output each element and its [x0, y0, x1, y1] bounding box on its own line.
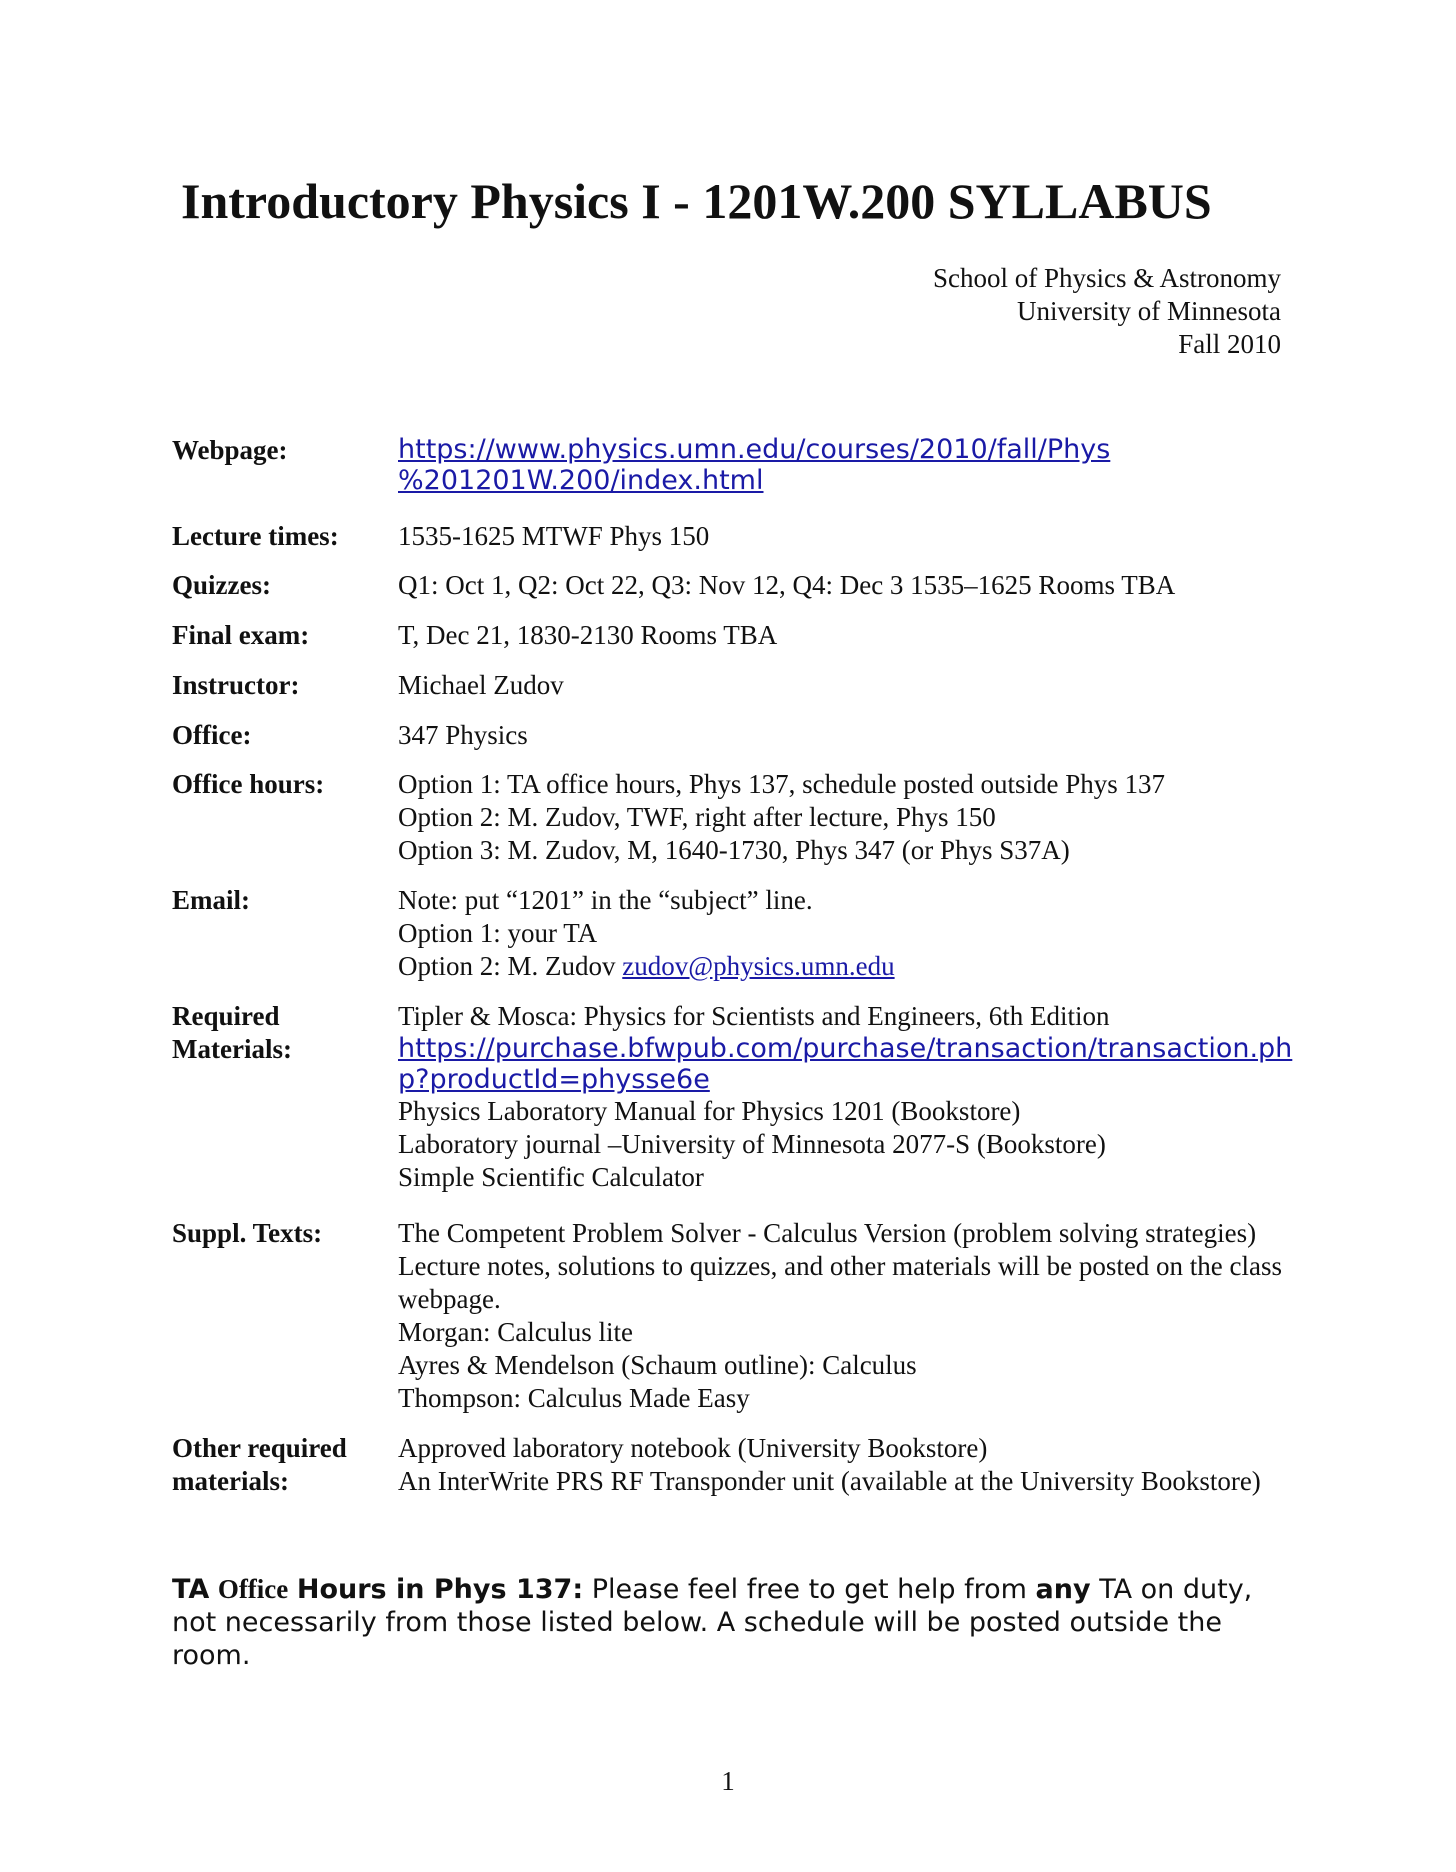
label-webpage: Webpage:	[172, 435, 288, 465]
other-lab-notebook: Approved laboratory notebook (University Bookstore)	[398, 1433, 988, 1463]
page-number: 1	[721, 1766, 735, 1796]
value-webpage	[398, 434, 1362, 496]
suppl-morgan: Morgan: Calculus lite	[398, 1317, 633, 1347]
label-final-exam: Final exam:	[172, 620, 310, 650]
office-hours-option-3: Option 3: M. Zudov, M, 1640-1730, Phys 347 (or Phys S37A)	[398, 835, 1070, 865]
university-name: University of Minnesota	[1017, 296, 1281, 326]
row-final-exam	[172, 619, 1362, 669]
label-required-materials-line2: Materials:	[172, 1034, 292, 1064]
label-required-materials-line1: Required	[172, 1001, 280, 1031]
value-quizzes: Q1: Oct 1, Q2: Oct 22, Q3: Nov 12, Q4: Dec 3 1535–1625 Rooms TBA	[398, 570, 1176, 600]
ta-text-2: TA on duty, not necessarily from those listed below. A schedule will be posted outside the room.	[172, 1574, 1253, 1671]
suppl-lecture-notes: Lecture notes, solutions to quizzes, and other materials will be posted on the class webpage.	[398, 1251, 1283, 1314]
label-quizzes: Quizzes:	[172, 570, 271, 600]
instructor-email-link[interactable]: zudov@physics.umn.edu	[622, 951, 895, 981]
ta-office-hours-paragraph	[172, 1573, 1262, 1672]
ta-heading-hours: Hours in Phys 137:	[296, 1574, 584, 1605]
label-required-materials	[172, 1000, 398, 1066]
row-email	[172, 884, 1362, 1000]
calculator: Simple Scientific Calculator	[398, 1162, 704, 1192]
value-office: 347 Physics	[398, 720, 528, 750]
label-email: Email:	[172, 885, 250, 915]
row-lecture-times	[172, 520, 1362, 569]
row-webpage	[172, 434, 1362, 520]
label-suppl-texts: Suppl. Texts:	[172, 1218, 323, 1248]
other-transponder: An InterWrite PRS RF Transponder unit (available at the University Bookstore)	[398, 1466, 1261, 1496]
office-hours-option-1: Option 1: TA office hours, Phys 137, schedule posted outside Phys 137	[398, 769, 1166, 799]
textbook: Tipler & Mosca: Physics for Scientists and Engineers, 6th Edition	[398, 1001, 1110, 1031]
ta-heading-office: Office	[217, 1574, 289, 1604]
lab-journal: Laboratory journal –University of Minnesota 2077-S (Bookstore)	[398, 1129, 1106, 1159]
row-office	[172, 719, 1362, 768]
suppl-thompson: Thompson: Calculus Made Easy	[398, 1383, 750, 1413]
label-instructor: Instructor:	[172, 670, 300, 700]
course-info-table	[172, 434, 1362, 1512]
school-name: School of Physics & Astronomy	[932, 263, 1281, 293]
row-office-hours	[172, 768, 1362, 884]
textbook-purchase-link[interactable]: https://purchase.bfwpub.com/purchase/transaction/transaction.ph	[398, 1033, 1293, 1064]
page-title: Introductory Physics I - 1201W.200 SYLLABUS	[181, 173, 1212, 229]
label-lecture-times: Lecture times:	[172, 521, 339, 551]
label-other-required-line2: materials:	[172, 1466, 289, 1496]
label-other-required	[172, 1432, 398, 1498]
label-office-hours: Office hours:	[172, 769, 325, 799]
office-hours-option-2: Option 2: M. Zudov, TWF, right after lecture, Phys 150	[398, 802, 996, 832]
course-webpage-link[interactable]: https://www.physics.umn.edu/courses/2010/fall/Phys	[398, 434, 1111, 465]
value-instructor: Michael Zudov	[398, 670, 564, 700]
row-other-required	[172, 1432, 1362, 1512]
email-note: Note: put “1201” in the “subject” line.	[398, 885, 813, 915]
course-webpage-link-cont[interactable]: %201201W.200/index.html	[398, 465, 764, 496]
ta-emphasis: any	[1035, 1574, 1091, 1605]
term: Fall 2010	[1178, 329, 1281, 359]
value-lecture-times: 1535-1625 MTWF Phys 150	[398, 521, 710, 551]
email-option-2	[398, 950, 1362, 983]
row-instructor	[172, 669, 1362, 719]
suppl-problem-solver: The Competent Problem Solver - Calculus Version (problem solving strategies)	[398, 1218, 1257, 1248]
email-option-2-text: Option 2: M. Zudov	[398, 951, 623, 981]
ta-text-1: Please feel free to get help from	[591, 1574, 1027, 1605]
institution-block	[933, 262, 1281, 361]
ta-heading-ta: TA	[172, 1574, 210, 1605]
label-other-required-line1: Other required	[172, 1433, 347, 1463]
suppl-ayres: Ayres & Mendelson (Schaum outline): Calculus	[398, 1350, 917, 1380]
textbook-purchase-link-cont[interactable]: p?productId=physse6e	[398, 1064, 710, 1095]
value-final-exam: T, Dec 21, 1830-2130 Rooms TBA	[398, 620, 778, 650]
row-suppl-texts	[172, 1217, 1362, 1432]
label-office: Office:	[172, 720, 252, 750]
lab-manual: Physics Laboratory Manual for Physics 1201 (Bookstore)	[398, 1096, 1021, 1126]
email-option-1: Option 1: your TA	[398, 918, 598, 948]
row-quizzes	[172, 569, 1362, 619]
row-required-materials	[172, 1000, 1362, 1217]
